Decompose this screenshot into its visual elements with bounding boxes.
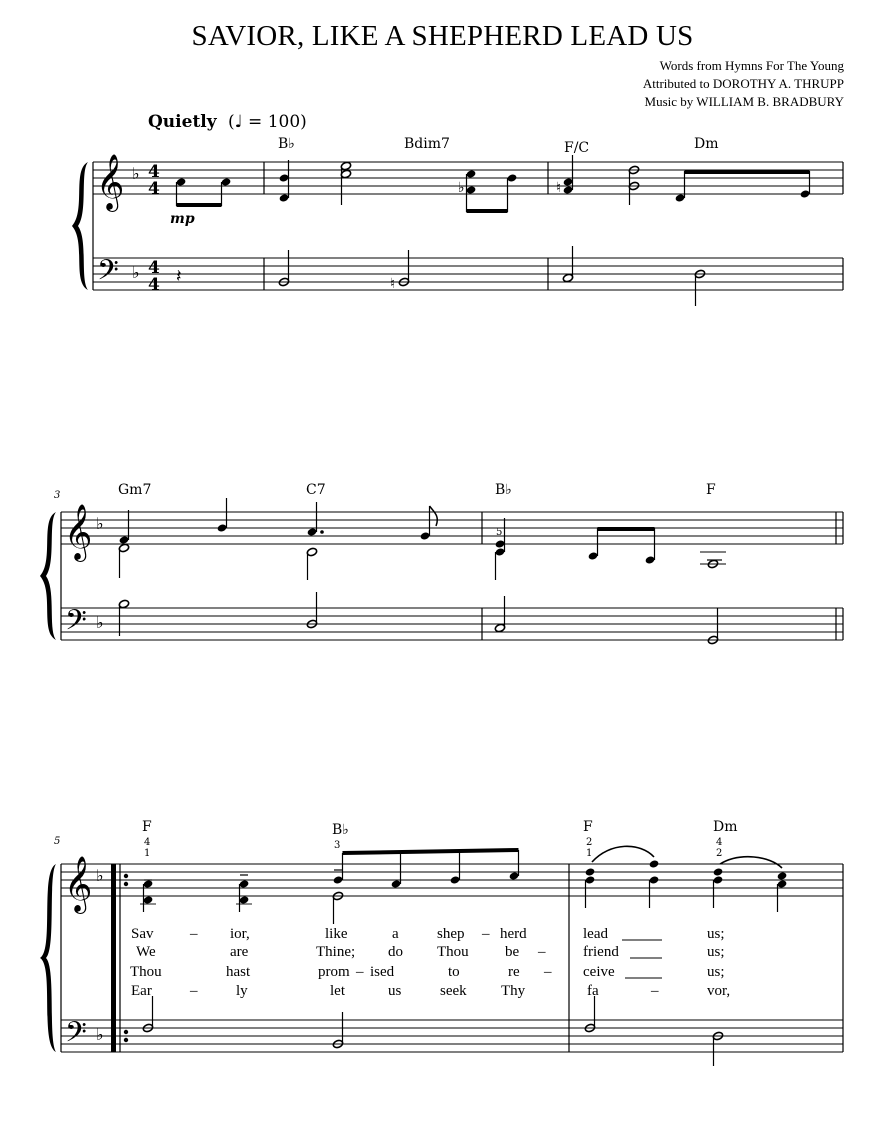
measure-2-treble <box>556 155 810 205</box>
lyric-syllable: Thou <box>437 944 469 960</box>
chord-symbol: Dm <box>713 819 738 835</box>
treble-clef-icon: 𝄞 <box>64 504 93 560</box>
fingering: 1 <box>586 848 593 859</box>
tempo-mark: (♩ = 100) <box>228 112 307 132</box>
fingering: 4 <box>716 837 723 848</box>
measure-6-treble <box>585 846 788 912</box>
chord-symbol: F <box>142 819 152 835</box>
system-2-bass-notes <box>118 592 718 645</box>
fingering: 2 <box>586 837 593 848</box>
lyric-syllable: a <box>392 926 399 942</box>
lyric-syllable: We <box>136 944 156 960</box>
dynamic-mark: mp <box>170 211 195 227</box>
chord-symbol: F/C <box>564 140 590 156</box>
fingering: 5 <box>496 527 503 538</box>
chord-symbol: Dm <box>694 136 719 152</box>
measure-4-treble <box>495 518 726 580</box>
measure-number: 5 <box>54 836 61 847</box>
system-3 <box>40 819 843 1066</box>
time-signature-bottom: 4 <box>148 179 160 199</box>
bass-staff <box>93 258 843 290</box>
quarter-rest-icon: 𝄽 <box>176 266 182 287</box>
svg-text:♮: ♮ <box>556 180 562 196</box>
lyric-syllable: Sav <box>131 926 154 942</box>
credit-music: Music by WILLIAM B. BRADBURY <box>644 94 844 109</box>
song-title: SAVIOR, LIKE A SHEPHERD LEAD US <box>191 20 694 52</box>
measure-3-treble <box>116 498 437 580</box>
chord-symbol: F <box>583 819 593 835</box>
lyric-syllable: us; <box>707 944 725 960</box>
repeat-start-barline <box>111 864 128 1052</box>
time-signature-bottom: 4 <box>148 275 160 295</box>
barlines <box>482 512 843 640</box>
flat-icon: ♭ <box>132 164 140 183</box>
bass-clef-icon: 𝄢 <box>65 604 87 644</box>
lyric-syllable: ceive <box>583 964 615 980</box>
chord-symbol: B♭ <box>495 482 512 498</box>
flat-icon: ♭ <box>132 263 140 282</box>
time-signature-top: 4 <box>148 162 160 182</box>
lyric-syllable: re <box>508 964 520 980</box>
system-1 <box>72 112 843 306</box>
flat-icon: ♭ <box>96 1025 104 1044</box>
bass-staff <box>61 608 843 640</box>
flat-icon: ♭ <box>96 613 104 632</box>
treble-clef-icon: 𝄞 <box>64 856 93 912</box>
system-2 <box>40 482 843 645</box>
lyric-syllable: Thou <box>130 964 162 980</box>
chord-symbol: B♭ <box>278 136 295 152</box>
lyric-syllable: herd <box>500 926 527 942</box>
tempo-label: Quietly <box>148 112 217 132</box>
lyric-hyphen: – <box>482 926 490 942</box>
brace <box>40 864 56 1052</box>
svg-text:♮: ♮ <box>390 276 396 292</box>
lyric-hyphen: – <box>651 983 659 999</box>
lyric-syllable: shep <box>437 926 465 942</box>
lyric-syllable: like <box>325 926 348 942</box>
lyric-hyphen: – <box>190 983 198 999</box>
chord-symbol: Gm7 <box>118 482 152 498</box>
lyrics-verse-2 <box>136 944 725 960</box>
lyric-syllable: us; <box>707 964 725 980</box>
credit-words: Words from Hymns For The Young <box>659 58 844 73</box>
brace <box>40 512 56 640</box>
measure-5-treble <box>140 850 519 924</box>
lyric-syllable: us; <box>707 926 725 942</box>
lyric-hyphen: – <box>538 944 546 960</box>
lyric-syllable: ly <box>236 983 248 999</box>
system-1-bass-notes <box>278 246 705 306</box>
pickup-notes <box>176 177 232 206</box>
lyrics-verse-1 <box>131 926 725 942</box>
time-signature-top: 4 <box>148 258 160 278</box>
chord-symbol: F <box>706 482 716 498</box>
lyric-syllable: be <box>505 944 520 960</box>
lyric-syllable: Thy <box>501 983 526 999</box>
lyric-syllable: ior, <box>230 926 250 942</box>
credit-attributed: Attributed to DOROTHY A. THRUPP <box>642 76 844 91</box>
lyric-syllable: Thine; <box>316 944 356 960</box>
lyric-syllable: vor, <box>707 983 731 999</box>
lyric-syllable: to <box>448 964 460 980</box>
lyric-syllable: friend <box>583 944 619 960</box>
lyrics-verse-3 <box>130 964 725 980</box>
lyric-syllable: prom <box>318 964 350 980</box>
fingering: 1 <box>144 848 151 859</box>
svg-text:♭: ♭ <box>458 180 465 196</box>
chord-symbol: Bdim7 <box>404 136 450 152</box>
lyric-syllable: Ear <box>131 983 152 999</box>
treble-clef-icon: 𝄞 <box>96 154 125 210</box>
lyric-syllable: seek <box>440 983 467 999</box>
bass-clef-icon: 𝄢 <box>97 254 119 294</box>
lyric-hyphen: – <box>544 964 552 980</box>
lyric-hyphen: – <box>356 964 364 980</box>
lyric-syllable: let <box>330 983 345 999</box>
system-3-bass-notes <box>142 996 723 1066</box>
fingering: 3 <box>334 840 341 851</box>
bass-clef-icon: 𝄢 <box>65 1016 87 1056</box>
chord-symbol: B♭ <box>332 822 349 838</box>
lyric-hyphen: – <box>190 926 198 942</box>
bass-staff <box>61 1020 843 1052</box>
lyric-syllable: hast <box>226 964 251 980</box>
lyric-syllable: lead <box>583 926 608 942</box>
lyric-syllable: ised <box>370 964 395 980</box>
lyric-syllable: us <box>388 983 402 999</box>
lyric-syllable: fa <box>587 983 599 999</box>
treble-staff <box>61 512 843 544</box>
brace <box>72 162 88 290</box>
lyrics-verse-4 <box>131 983 730 999</box>
chord-symbol: C7 <box>306 482 326 498</box>
flat-icon: ♭ <box>96 514 104 533</box>
lyric-syllable: are <box>230 944 249 960</box>
flat-icon: ♭ <box>96 866 104 885</box>
barlines <box>264 162 843 290</box>
fingering: 2 <box>716 848 723 859</box>
measure-number: 3 <box>54 490 61 501</box>
lyric-syllable: do <box>388 944 403 960</box>
fingering: 4 <box>144 837 151 848</box>
